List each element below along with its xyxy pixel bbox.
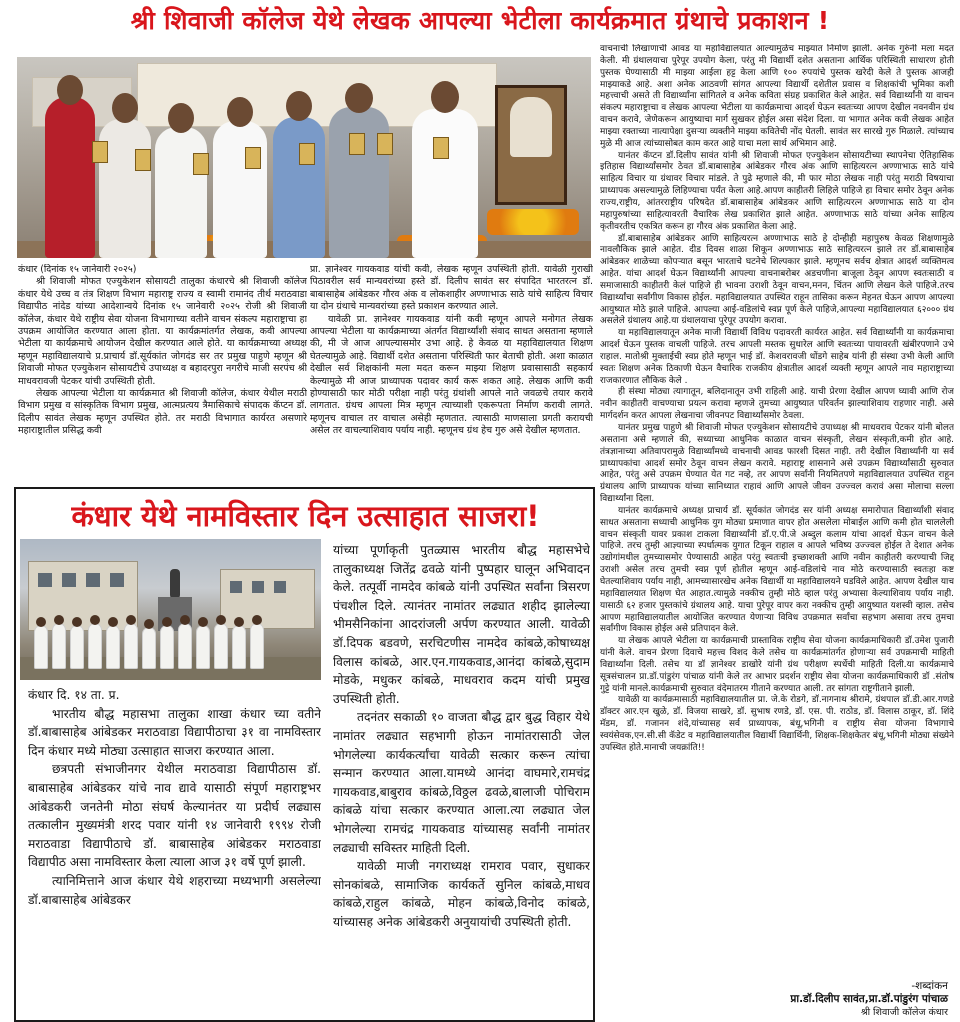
dateline: कंधार (दिनांक १५ जानेवारी २०२५) (18, 264, 137, 275)
paragraph: यावेळी या कार्यक्रमासाठी महाविद्यालयातील प्रा. जे.के रोडगे, डॉ.नागनाथ श्रीरामे, ग्रंथपाल डॉ.डी.आर.गणडे डॉक्टर आर.एन खुळे, डॉ. विजया साखरे, डॉ. सुभाष रणडे, डॉ. एस. पी. राठोड, डॉ. विलास ठाकूर, डॉ. शिंदे मॅडम, डॉ. गजानन शंदे,यांच्यासह सर्व प्राध्यापक, बंधू,भगिनी व राष्ट्रीय सेवा योजना विभागाचे स्वयंसेवक,एन.सी.सी कॅडेट व महाविद्यालयातील विद्यार्थी विद्यार्थिनी, शिक्षक-शिक्षकेतर बंधू,भगिनी मोठ्या संख्येने उपस्थित होते.मानाची जयक्रांति!! (600, 695, 954, 753)
paragraph: वाचनाची लिखाणाची आवड या महाविद्यालयात आल्यामुळेच माझ्यात निर्माण झाली. अनेक गुरुंनी मला मदत केली. मी ग्रंथालयाचा पुरेपूर उपयोग केला, परंतु मी विद्यार्थी दशेत असताना आर्थिक परिस्थिती साधारण होती पुस्तक घेण्यासाठी मी माझ्या आईला हट्ट केला आणि १०० रुपयांचे पुस्तक खरेदी केले ते पुस्तक आजही माझ्याकडे आहे. अशा अनेक आठवणी सांगत आपल्या विद्यार्थी दशेतील प्रवास व शिक्षकांची भूमिका कशी महत्त्वाची असते ती विद्यार्थ्यांना सांगितले व अनेक कविता संग्रह प्रकाशित केले आहेत. सर्व विद्यार्थ्यांनी या वाचन संकल्प महाराष्ट्राचा व लेखक आपल्या भेटीला या कार्यक्रमाचा आदर्श घेऊन स्वतःच्या आपण देखील नवनवीन ग्रंथ वाचन करावे, जेणेकरून आयुष्याचा मार्ग सुखकर होईल असा संदेश दिला. या भागात अनेक कवी लेखक आहेत माझ्या रक्ताच्या नात्यापेक्षा दुसऱ्या व्यक्तीने माझ्या कवितेची नोंद घेतली. सावंत सर सारखे गुरु मिळाले. त्यांच्याच मुळे मी आज त्यांच्यासोबत काम करत आहे याचा मला सार्थ अभिमान आहे. (600, 44, 954, 149)
paragraph: यावेळी माजी नगराध्यक्ष रामराव पवार, सुधाकर सोनकांबळे, सामाजिक कार्यकर्ते सुनिल कांबळे,माधव कांबळे,राहुल कांबळे, मोहन कांबळे,विनोद कांबळे, यांच्यासह अनेक आंबेडकरी अनुयायांची उपस्थिती होती. (333, 859, 590, 929)
paragraph: यानंतर कॅप्टन डॉ.दिलीप सावंत यांनी श्री शिवाजी मोफत एज्युकेशन सोसायटीच्या स्थापनेचा ऐतिहासिक इतिहास विद्यार्थ्यांसमोर ठेवत डॉ.बाबासाहेब आंबेडकर गौरव अंक आणि साहित्यरत्न अण्णाभाऊ साठे यांचे साहित्य विचार या ग्रंथावर विचार मांडले. ते पुढे म्हणाले की, मी फार मोठा लेखक नाही परंतु मराठी विषयाचा प्राध्यापक असल्यामुळे लिहिण्याचा पर्यंत केला आहे.आपण काहीतरी लिहिले पाहिजे हा विचार समोर ठेवून अनेक राज्य,राष्ट्रीय, आंतरराष्ट्रीय परिषदेत डॉ.बाबासाहेब आंबेडकर आणि साहित्यरत्न अण्णाभाऊ साठे या दोन महापुरुषांच्या साहित्यावरती वैचारिक लेख प्रकाशित झाले आहेत. अण्णाभाऊ साठे यांच्या अनेक साहित्य कृतीवरतीच एकत्रित करून हा गौरव अंक प्रकाशित केला आहे. (600, 150, 954, 232)
paragraph: या महाविद्यालयातून अनेक माजी विद्यार्थी विविध पदावरती कार्यरत आहेत. सर्व विद्यार्थ्यांनी या कार्यक्रमाचा आदर्श घेऊन पुस्तक वाचली पाहिजे. तरच आपली मस्तक सुधारेल आणि स्वतःच्या पायावरती खंबीरपणाने उभे राहाल. मातोश्री मुक्ताईची स्वप्न होते म्हणून भाई डॉ. केशवरावजी धोंडगे साहेब यांनी ही संस्था उभी केली आणि स्वतः शिक्षण अनेक ठिकाणी घेऊन वैचारिक राजकीय क्षेत्रातील आदर्श व्यक्ती म्हणून आपले नाव महाराष्ट्राच्या राजकारणात लौकिक केले . (600, 328, 954, 386)
article1-column-3 (600, 44, 954, 979)
article2-headline: कंधार येथे नामविस्तार दिन उत्साहात साजरा! (71, 499, 540, 533)
signature-names: प्रा.डॉ.दिलीप सावंत,प्रा.डॉ.पांडुरंग पांचाळ (790, 993, 948, 1005)
paragraph: श्री शिवाजी मोफत एज्युकेशन सोसायटी तालुका कंधारचे श्री शिवाजी कॉलेज कंधार येथे उच्च व तंत्र शिक्षण विभाग महाराष्ट्र राज्य व स्वामी रामानंद तीर्थ मराठवाडा विद्यापीठ नांदेड यांच्या आदेशान्वये दिनांक १५ जानेवारी २०२५ रोजी श्री शिवाजी कॉलेज, कंधार येथे राष्ट्रीय सेवा योजना विभागाच्या वतीने वाचन संकल्प महाराष्ट्राचा हा उपक्रम आयोजित करण्यात आला होता. या कार्यक्रमांतर्गत लेखक, कवी आपल्या भेटीला या कार्यक्रमाचे आयोजन देखील करण्यात आले होते. या कार्यक्रमाच्या अध्यक्ष म्हणून महाविद्यालयाचे प्र.प्राचार्य डॉ.सूर्यकांत जोगदंड सर तर प्रमुख पाहुणे म्हणून श्री शिवाजी मोफत एज्युकेशन सोसायटीचे उपाध्यक्ष व बहादरपुरा नगरीचे माजी सरपंच श्री माधवरावजी पेटकर यांची उपस्थिती होती. (18, 276, 307, 387)
signature-org: श्री शिवाजी कॉलेज कंधार (860, 1007, 948, 1018)
article2-column-1 (28, 686, 321, 1018)
article1-headline: श्री शिवाजी कॉलेज येथे लेखक आपल्या भेटीला कार्यक्रमात ग्रंथाचे प्रकाशन ! (130, 6, 830, 35)
paragraph: डॉ.बाबासाहेब आंबेडकर आणि साहित्यरत्न अण्णाभाऊ साठे हे दोन्हीही महापुरुष केवळ शिक्षणामुळे नावलौकिक झाले आहेत. दीड दिवस शाळा शिकून अण्णाभाऊ साठे साहित्यरत्न झाले तर डॉ.बाबासाहेब आंबेडकर शाळेच्या कोपऱ्यात बसून भारताचे घटनेचे शिल्पकार झाले. म्हणूनच सर्वच क्षेत्रात आदर्श व्यक्तिमत्व आहेत. यांचा आदर्श घेऊन विद्यार्थ्यांनी आपल्या वाचनाबरोबर अडचणीना बाजूला ठेवून आपण स्वतःसाठी व समाजासाठी काहीतरी केलं पाहिजे ही भावना उराशी ठेवून वाचन,मनन, चिंतन आणि लेखन केले पाहिजे.तरच विद्यार्थ्यांचा सर्वांगीण विकास होईल. महाविद्यालयात उपस्थित राहून तासिका करून मेहनत घेऊन आपण आपल्या आयुष्यात मोठे झाले पाहिजे. आपल्या आई-वडिलांचे स्वप्न पूर्ण केले पाहिजे,आपल्या महाविद्यालयात ६२००० ग्रंथ असलेले ग्रंथालय आहे.या ग्रंथालयाचा पुरेपूर उपयोग करावा. (600, 233, 954, 327)
paragraph: तदनंतर सकाळी १० वाजता बौद्ध द्वार बुद्ध विहार येथे नामांतर लढ्यात सहभागी होऊन नामांतरासाठी जेल भोगलेल्या कार्यकर्त्यांचा यावेळी सत्कार करून त्यांचा सन्मान करण्यात आला.यामध्ये आनंदा वाघमारे,रामचंद्र गायकवाड,बाबुराव कांबळे,विठ्ठल ढवळे,बालाजी पोचिराम कांबळे यांचा सत्कार करण्यात आला.त्या लढ्यात जेल भोगलेल्या रामचंद्र गायकवाड यांच्यासह सर्वांनी नामांतर लढ्याची सविस्तर माहिती दिली. (333, 710, 590, 855)
paragraph: यावेळी प्रा. ज्ञानेश्वर गायकवाड यांनी कवी म्हणून आपले मनोगत लेखक आपल्या भेटीला या कार्यक्रमाच्या अंतर्गत विद्यार्थ्यांशी संवाद साधत असताना म्हणाले की, मी जे आज आपल्यासमोर उभा आहे. हे केवळ या महाविद्यालयात शिक्षण घेतल्यामुळे आहे. विद्यार्थी दशेत असताना परिस्थिती फार बेताची होती. अशा काळात देखील सर्व शिक्षकांनी मला मदत करून माझ्या शिक्षण प्रवासासाठी सहकार्य केल्यामुळे मी आज प्राध्यापक पदावर कार्य करू शकत आहे. लेखक आणि कवी होण्यासाठी फार मोठी परीक्षा नाही परंतु ग्रंथांशी आपले नाते जवळचे तयार करावे लागतात. ग्रंथच आपला मित्र म्हणून त्याच्याशी एकरूपता निर्माण करावी लागते. म्हणूनच वाचाल तर वाचाल असेही म्हणतात. त्यासाठी माणसाला प्रगती करायची असेल तर वाचल्याशिवाय पर्याय नाही. म्हणूनच ग्रंथ हेच गुरु असे देखील म्हणतात. (310, 313, 593, 437)
dateline: कंधार दि. १४ ता. प्र. (28, 688, 120, 702)
article1-signature (700, 980, 948, 1019)
paragraph: प्रा. ज्ञानेश्वर गायकवाड यांची कवी, लेखक म्हणून उपस्थिती होती. यावेळी गुराखी पिठावरील सर्व मान्यवरांच्या हस्ते डॉ. दिलीप सावंत सर संपादित भारतरत्न डॉ. बाबासाहेब आंबेडकर गौरव अंक व लोकशाहीर अण्णाभाऊ साठे यांचे साहित्य विचार या दोन ग्रंथाचे मान्यवरांच्या हस्ते प्रकाशन करण्यात आले. (310, 264, 593, 313)
paragraph: लेखक आपल्या भेटीला या कार्यक्रमात श्री शिवाजी कॉलेज, कंधार येथील मराठी विभाग प्रमुख व सांस्कृतिक विभाग प्रमुख, आत्मप्रत्यय त्रैमासिकाचे संपादक कॅप्टन डॉ. दिलीप सावंत लेखक म्हणून उपस्थित होते. तर मराठी विभागात कार्यरत असणारे महाराष्ट्रातील प्रसिद्ध कवी (18, 388, 307, 437)
paragraph: ही संस्था मोठ्या त्यागातून, बलिदानातून उभी राहिली आहे. याची प्रेरणा देखील आपण घ्यावी आणि रोज नवीन काहीतरी वाचण्याचा प्रयत्न करावा म्हणजे तुमच्या आयुष्यात परिवर्तन झाल्याशिवाय राहणार नाही. असे मार्गदर्शन करत आपला लेखनाचा जीवनपट विद्यार्थ्यांसमोर ठेवला. (600, 387, 954, 422)
paragraph: यांच्या पूर्णाकृती पुतळ्यास भारतीय बौद्ध महासभेचे तालुकाध्यक्ष जितेंद्र ढवळे यांनी पुष्पहार घालून अभिवादन केले. तत्पूर्वी नामदेव कांबळे यांनी उपस्थित सर्वांना त्रिसरण पंचशील दिले. त्यानंतर नामांतर लढ्यात शहीद झालेल्या भीमसैनिकांना आदरांजली अर्पण करण्यात आली. यावेळी डॉ.दिपक बडवणे, सरचिटणीस नामदेव कांबळे,कोषाध्यक्ष विलास कांबळे, आर.एन.गायकवाड,आनंदा कांबळे,सुदाम मोडके, मधुकर कांबळे, माधवराव कदम यांची प्रमुख उपस्थिती होती. (333, 543, 590, 706)
article2-column-2 (333, 541, 590, 1018)
paragraph: छत्रपती संभाजीनगर येथील मराठवाडा विद्यापीठास डॉ. बाबासाहेब आंबेडकर यांचे नाव द्यावे यासाठी संपूर्ण महाराष्ट्रभर आंबेडकरी जनतेनी मोठा संघर्ष केल्यानंतर या प्रदीर्घ लढ्यास तत्कालीन मुख्यमंत्री शरद पवार यांनी १४ जानेवारी १९९४ रोजी मराठवाडा विद्यापीठाचे डॉ. बाबासाहेब आंबेडकर मराठवाडा विद्यापीठ असा नामविस्तार केला त्याला आज ३१ वर्षे पूर्ण झाली. (28, 762, 321, 870)
book-release-photo (17, 57, 591, 258)
paragraph: त्यानिमित्ताने आज कंधार येथे शहराच्या मध्यभागी असलेल्या डॉ.बाबासाहेब आंबेडकर (28, 873, 321, 907)
article1-column-1 (18, 264, 307, 484)
paragraph: यानंतर कार्यक्रमाचे अध्यक्ष प्राचार्य डॉ. सूर्यकांत जोगदंड सर यांनी अध्यक्ष समारोपात विद्यार्थ्यांशी संवाद साधत असताना सध्याची आधुनिक युग मोठ्या प्रमाणात वापर होत असलेला मोबाईल आणि कमी होत चाललेली वाचन संस्कृती यावर प्रकाश टाकला विद्यार्थ्यांनी डॉ.ए.पी.जे अब्दुल कलाम यांचा आदर्श घेऊन वाचन केले पाहिजे. तरच तुम्ही आज्ञ्याच्या स्पर्धात्मक युगात टिकून राहाल व आपले भविष्य उज्ज्वल होईल ते देशात अनेक उद्योगांमधील तुमच्यासमोर पेण्यासाठी आहेत परंतु स्वतःची इच्छाशक्ती आणि नवीन काहीतरी करण्याची जिद्द उराशी असेल तरच तुमची स्वप्न पूर्ण होतील म्हणून आई-वडिलांचे नाव मोठे करण्यासाठी स्वतःहा कष्ट घेतल्याशिवाय पर्याय नाही, आमच्यासारखेच अनेक विद्यार्थी या महाविद्यालयने घडविले आहेत. आपण देखील याच महाविद्यालयात शिक्षण घेत आहात.त्यामुळे नक्कीच तुम्ही मोठे व्हाल परंतु अभ्यासा केल्याशिवाय पर्याय नाही. यासाठी ६२ हजार पुस्तकांचे ग्रंथालय आहे. याचा पुरेपूर वापर करा नक्कीच तुम्ही आयुष्यात यशस्वी व्हाल. तसेच आपण महाविद्यालयातील आयोजित करण्यात येणाऱ्या विविध उपक्रमात सर्वांचा सहभाग असावा तरच तुमचा सर्वांगीण विकास होईल असे प्रतिपादन केले. (600, 505, 954, 635)
paragraph: या लेखक आपले भेटीला या कार्यक्रमाची प्रास्ताविक राष्ट्रीय सेवा योजना कार्यक्रमाधिकारी डॉ.उमेश पुजारी यांनी केले. वाचन प्रेरणा दिवाचे महत्त्व विशद केले तसेच या कार्यक्रमांतर्गत होणाऱ्या सर्व उपक्रमाची माहिती विद्यार्थ्यांना दिली. तसेच या डॉ ज्ञानेश्वर डाखोरे यांनी ग्रंथ परीक्षण स्पर्धेची माहिती दिली.या कार्यक्रमाचे सूत्रसंचालन प्रा.डॉ.पांडुरंग पांचाळ यांनी केले तर आभार प्रदर्शन राष्ट्रीय सेवा योजना कार्यक्रमाधिकारी डॉ .संतोष गुट्टे यांनी मानले.कार्यक्रमाची सुरुवात वंदेमातरम गीताने करण्यात आली. तर सांगता राष्ट्रगीताने झाली. (600, 636, 954, 694)
paragraph: भारतीय बौद्ध महासभा तालुका शाखा कंधार च्या वतीने डॉ.बाबासाहेब आंबेडकर मराठवाडा विद्यापीठाचा ३१ वा नामविस्तार दिन कंधार मध्ये मोठ्या उत्साहात साजरा करण्यात आला. (28, 706, 321, 758)
statue-gathering-photo (20, 539, 321, 680)
article1-column-2 (310, 264, 593, 484)
signature-label: -शब्दांकन (911, 980, 948, 992)
paragraph: यानंतर प्रमुख पाहुणे श्री शिवाजी मोफत एज्युकेशन सोसायटीचे उपाध्यक्ष श्री माधवराव पेटकर यांनी बोलत असताना असे म्हणाले की, सध्याच्या आधुनिक काळात वाचन संस्कृती, लेखन संस्कृती,कमी होत आहे. तंत्रज्ञानाच्या अतिवापरामुळे विद्यार्थ्यांमध्ये वाचनाची आवड फारशी दिसत नाही. तरी देखील विद्यार्थ्यांनी या सर्व प्राध्यापकांचा आदर्श समोर ठेवून वाचन लेखन करावे. महाराष्ट्र शासनाने असे उपक्रम विद्यार्थ्यांसाठी सुरुवात आहेत, परंतु असे उपक्रम घेण्यात येत गट नव्हे, तर आपण सर्वांनी नियमितपणे महाविद्यालयात उपस्थित राहून ग्रंथालय आणि प्राध्यापक यांच्या सानिध्यात राहावं आणि आपले जीवन उज्ज्वल करावं असा मोलाचा सल्ला विद्यार्थ्यांना दिला. (600, 423, 954, 505)
